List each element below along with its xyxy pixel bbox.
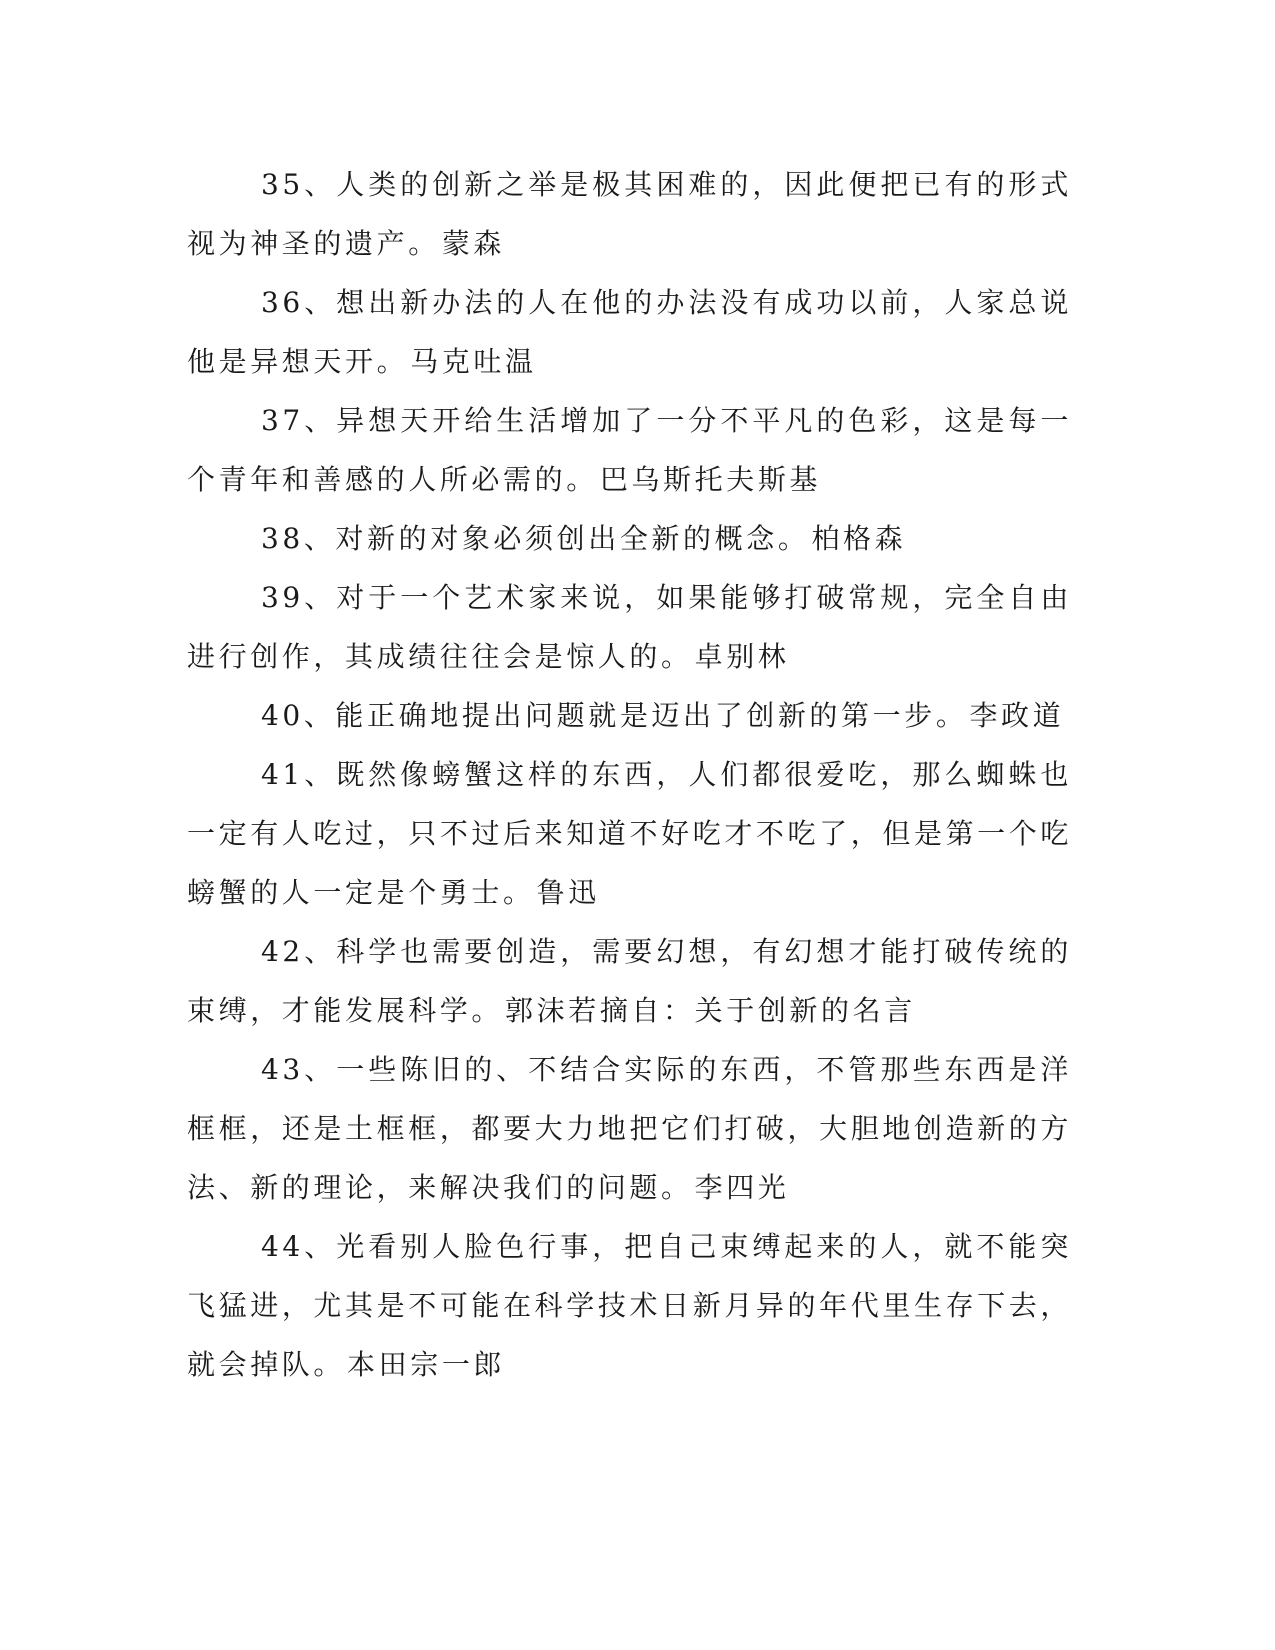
quote-text: 37、异想天开给生活增加了一分不平凡的色彩，这是每一个青年和善感的人所必需的。	[187, 404, 1072, 496]
quote-text: 43、一些陈旧的、不结合实际的东西，不管那些东西是洋框框，还是土框框，都要大力地把它们打破，大胆地创造新的方法、新的理论，来解决我们的问题。	[187, 1053, 1072, 1204]
quote-list	[187, 155, 1072, 1394]
quote-paragraph	[187, 745, 1072, 922]
quote-text: 35、人类的创新之举是极其困难的，因此便把已有的形式视为神圣的遗产。	[187, 168, 1072, 260]
quote-paragraph	[187, 1217, 1072, 1394]
quote-author: 郭沫若摘自：关于创新的名言	[505, 994, 916, 1027]
quote-author: 卓别林	[694, 640, 790, 673]
quote-text: 36、想出新办法的人在他的办法没有成功以前，人家总说他是异想天开。	[187, 286, 1072, 378]
quote-author: 李四光	[694, 1171, 790, 1204]
quote-author: 李政道	[969, 699, 1065, 732]
quote-paragraph	[187, 568, 1072, 686]
quote-paragraph	[187, 391, 1072, 509]
quote-paragraph	[187, 273, 1072, 391]
quote-author: 马克吐温	[410, 345, 537, 378]
quote-text: 39、对于一个艺术家来说，如果能够打破常规，完全自由进行创作，其成绩往往会是惊人的。	[187, 581, 1072, 673]
quote-author: 蒙森	[441, 227, 506, 260]
quote-paragraph	[187, 1040, 1072, 1217]
quote-author: 本田宗一郎	[347, 1348, 506, 1381]
quote-text: 38、对新的对象必须创出全新的概念。	[261, 522, 810, 555]
quote-author: 巴乌斯托夫斯基	[599, 463, 822, 496]
quote-author: 鲁迅	[536, 876, 600, 909]
quote-text: 41、既然像螃蟹这样的东西，人们都很爱吃，那么蜘蛛也一定有人吃过，只不过后来知道不好吃才不吃了，但是第一个吃螃蟹的人一定是个勇士。	[187, 758, 1072, 909]
quote-author: 柏格森	[811, 522, 907, 555]
quote-paragraph	[187, 686, 1072, 745]
quote-paragraph	[187, 155, 1072, 273]
quote-text: 44、光看别人脸色行事，把自己束缚起来的人，就不能突飞猛进，尤其是不可能在科学技术日新月异的年代里生存下去，就会掉队。	[187, 1230, 1072, 1381]
quote-text: 42、科学也需要创造，需要幻想，有幻想才能打破传统的束缚，才能发展科学。	[187, 935, 1072, 1027]
quote-paragraph	[187, 922, 1072, 1040]
quote-paragraph	[187, 509, 1072, 568]
quote-text: 40、能正确地提出问题就是迈出了创新的第一步。	[261, 699, 968, 732]
